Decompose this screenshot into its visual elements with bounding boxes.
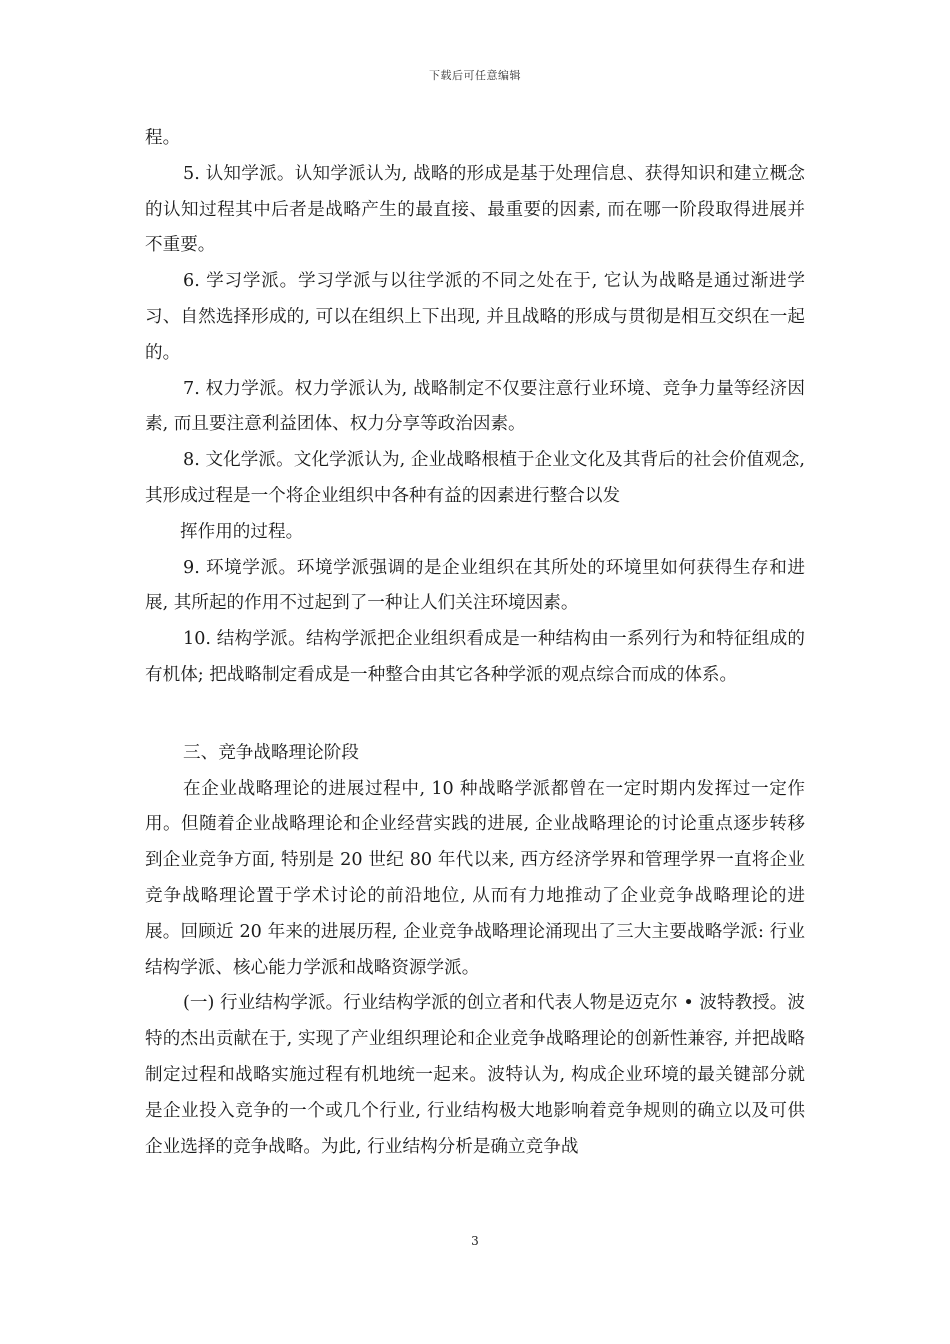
paragraph-cognitive-school: 5. 认知学派。认知学派认为, 战略的形成是基于处理信息、获得知识和建立概念的认知过程其中后者是战略产生的最直接、最重要的因素, 而在哪一阶段取得进展并不重要。 (145, 163, 805, 256)
paragraph-environment-school: 9. 环境学派。环境学派强调的是企业组织在其所处的环境里如何获得生存和进展, 其所起的作用不过起到了一种让人们关注环境因素。 (145, 557, 805, 614)
paragraph-industry-structure-school: (一) 行业结构学派。行业结构学派的创立者和代表人物是迈克尔 • 波特教授。波特的杰出贡献在于, 实现了产业组织理论和企业竞争战略理论的创新性兼容, 并把战略制定过程和战略实施过程有机地统一起来。波特认为, 构成企业环境的最关键部分就是企业投入竞争的一个或几个行业, 行业结构极大地影响着竞争规则的确立以及可供企业选择的竞争战略。为此, 行业结构分析是确立竞争战 (145, 993, 805, 1157)
section-heading: 三、竞争战略理论阶段 (183, 742, 359, 763)
paragraph-competitive-strategy-intro: 在企业战略理论的进展过程中, 10 种战略学派都曾在一定时期内发挥过一定作用。但随着企业战略理论和企业经营实践的进展, 企业战略理论的讨论重点逐步转移到企业竞争方面, 特别是 20 世纪 80 年代以来, 西方经济学界和管理学界一直将企业竞争战略理论置于学术讨论的前沿地位, 从而有力地推动了企业竞争战略理论的进展。回顾近 20 年来的进展历程, 企业竞争战略理论涌现出了三大主要战略学派: 行业结构学派、核心能力学派和战略资源学派。 (145, 778, 805, 978)
paragraph-configuration-school: 10. 结构学派。结构学派把企业组织看成是一种结构由一系列行为和特征组成的有机体; 把战略制定看成是一种整合由其它各种学派的观点综合而成的体系。 (145, 629, 805, 685)
section-spacer (145, 694, 805, 736)
paragraph-cultural-school-continued: 挥作用的过程。 (180, 521, 304, 542)
paragraph-continuation-top: 程。 (145, 128, 181, 148)
paragraph-cultural-school: 8. 文化学派。文化学派认为, 企业战略根植于企业文化及其背后的社会价值观念, 其形成过程是一个将企业组织中各种有益的因素进行整合以发 (145, 450, 805, 506)
document-body (145, 121, 805, 1165)
page-header: 下载后可任意编辑 (429, 69, 521, 82)
page-number: 3 (471, 1234, 479, 1248)
paragraph-learning-school: 6. 学习学派。学习学派与以往学派的不同之处在于, 它认为战略是通过渐进学习、自然选择形成的, 可以在组织上下出现, 并且战略的形成与贯彻是相互交织在一起的。 (145, 271, 805, 363)
paragraph-power-school: 7. 权力学派。权力学派认为, 战略制定不仅要注意行业环境、竞争力量等经济因素, 而且要注意利益团体、权力分享等政治因素。 (145, 378, 805, 435)
